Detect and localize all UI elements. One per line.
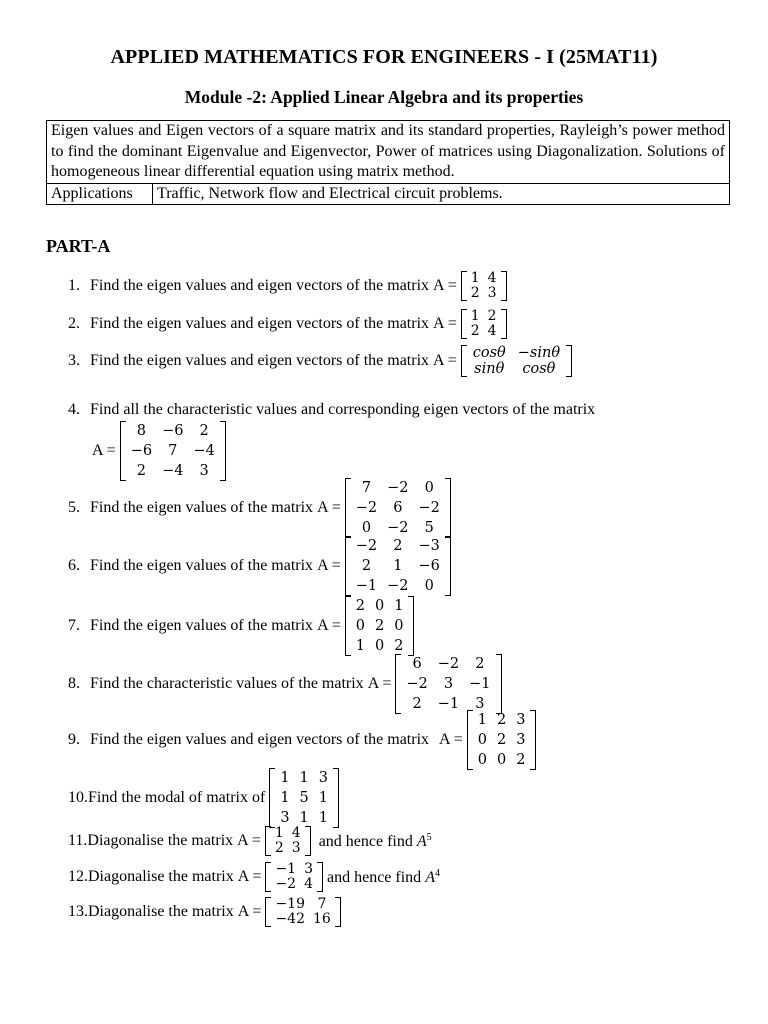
matrix-cell: 0 <box>375 598 385 614</box>
matrix-cell: 3 <box>516 712 526 728</box>
matrix-cell: 3 <box>304 861 313 877</box>
matrix-cell: 3 <box>280 810 290 826</box>
matrix-cell: 2 <box>393 538 403 554</box>
matrix-cell: cosθ <box>522 361 556 377</box>
matrix <box>269 768 339 828</box>
matrix <box>265 862 323 892</box>
matrix-cell: 16 <box>312 911 331 927</box>
tail-text: and hence find <box>327 868 422 886</box>
matrix-cell: 6 <box>393 500 403 516</box>
matrix-cell: 1 <box>477 712 487 728</box>
question-text: Find the eigen values of the matrix <box>90 557 314 574</box>
matrix <box>395 654 501 714</box>
question-10 <box>68 768 339 828</box>
matrix-cell: 4 <box>304 876 313 892</box>
matrix-cell: 3 <box>487 285 497 301</box>
matrix-cell: 2 <box>470 285 480 301</box>
question-tail <box>319 832 432 851</box>
matrix-cell: 1 <box>280 790 290 806</box>
question-number: 12. <box>68 868 88 885</box>
matrix-cell: −4 <box>193 443 215 459</box>
matrix-cell: 2 <box>355 598 365 614</box>
question-text: Diagonalise the matrix <box>88 868 234 885</box>
matrix-cell: 0 <box>355 618 365 634</box>
matrix-cell: −6 <box>130 443 153 459</box>
matrix-cell: 2 <box>496 732 507 748</box>
question-text: Find the eigen values of the matrix <box>90 499 314 516</box>
matrix-cell: 2 <box>475 656 485 672</box>
matrix <box>467 710 537 770</box>
matrix <box>461 309 507 339</box>
matrix-cell: −1 <box>437 696 460 712</box>
matrix-cell: 4 <box>487 270 497 286</box>
matrix <box>345 478 451 538</box>
part-a-heading: PART-A <box>46 236 111 256</box>
syllabus-content-row <box>47 121 730 184</box>
syllabus-table <box>46 120 730 205</box>
question-2 <box>68 309 507 339</box>
matrix-cell: 0 <box>424 578 434 594</box>
matrix-cell: −2 <box>355 500 378 516</box>
matrix-label: A = <box>433 315 457 332</box>
matrix-cell: 0 <box>496 752 507 768</box>
matrix-cell: 3 <box>199 463 209 479</box>
question-text: Find the eigen values and eigen vectors of the matrix <box>90 277 430 294</box>
question-number: 13. <box>68 903 88 920</box>
matrix-cell: cosθ <box>472 345 506 361</box>
matrix-cell: 0 <box>375 638 385 654</box>
matrix <box>461 271 507 301</box>
matrix-cell: −2 <box>275 876 297 892</box>
question-1 <box>68 271 507 301</box>
matrix-label: A = <box>439 731 463 748</box>
matrix-cell: 1 <box>470 308 480 324</box>
matrix-cell: 6 <box>412 656 422 672</box>
question-12 <box>68 862 440 892</box>
document-title: APPLIED MATHEMATICS FOR ENGINEERS - I (25MAT11) <box>110 46 658 68</box>
matrix-cell: 1 <box>280 770 290 786</box>
matrix-label: A = <box>317 617 341 634</box>
matrix <box>265 897 340 927</box>
question-text: Diagonalise the matrix <box>88 903 234 920</box>
question-9 <box>68 710 536 770</box>
question-8 <box>68 654 502 714</box>
matrix-cell: 7 <box>361 480 372 496</box>
question-number: 5. <box>68 499 80 516</box>
matrix-cell: −3 <box>418 538 440 554</box>
applications-text: Traffic, Network flow and Electrical circuit problems. <box>153 183 730 205</box>
question-text: Find the eigen values and eigen vectors of the matrix <box>90 315 430 332</box>
question-text: Find the eigen values of the matrix <box>90 617 314 634</box>
matrix-cell: 1 <box>394 598 404 614</box>
question-text: Diagonalise the matrix <box>87 832 234 849</box>
matrix-label: A = <box>367 675 392 692</box>
power-exponent: 4 <box>434 867 440 879</box>
matrix-cell: 2 <box>361 558 372 574</box>
question-4-matrix <box>92 421 226 481</box>
matrix-cell: −2 <box>387 578 409 594</box>
matrix-label: A = <box>317 557 341 574</box>
matrix-cell: 2 <box>136 463 146 479</box>
matrix-cell: −2 <box>418 500 440 516</box>
matrix-label: A = <box>433 352 457 369</box>
power-base: A <box>425 868 435 886</box>
matrix-cell: 1 <box>470 270 480 286</box>
matrix-cell: 8 <box>136 423 146 439</box>
matrix-cell: 2 <box>274 840 284 856</box>
matrix-cell: −2 <box>387 480 409 496</box>
question-number: 8. <box>68 675 80 692</box>
matrix-cell: 3 <box>291 840 301 856</box>
matrix-cell: 1 <box>299 770 309 786</box>
matrix-cell: 0 <box>394 618 404 634</box>
question-7 <box>68 596 414 656</box>
question-number: 4. <box>68 401 80 418</box>
question-text: Find the characteristic values of the matrix <box>90 675 364 692</box>
question-number: 3. <box>68 352 80 369</box>
matrix-cell: 0 <box>477 732 487 748</box>
matrix-cell: 3 <box>475 696 485 712</box>
matrix-cell: 4 <box>291 825 301 841</box>
matrix <box>345 596 415 656</box>
question-text: Find the eigen values and eigen vectors of the matrix <box>90 352 430 369</box>
matrix <box>345 536 451 596</box>
matrix-cell: 0 <box>361 520 372 536</box>
matrix <box>265 826 311 856</box>
matrix-cell: 1 <box>355 638 365 654</box>
module-title: Module -2: Applied Linear Algebra and its properties <box>184 87 584 107</box>
tail-text: and hence find <box>318 832 413 850</box>
matrix-cell: 0 <box>477 752 487 768</box>
matrix-cell: 2 <box>496 712 507 728</box>
matrix-cell: 2 <box>516 752 526 768</box>
matrix-cell: −42 <box>275 911 305 927</box>
question-5 <box>68 478 451 538</box>
matrix-cell: 2 <box>199 423 209 439</box>
matrix-cell: 3 <box>516 732 526 748</box>
matrix-cell: 4 <box>487 323 497 339</box>
matrix-cell: −1 <box>275 861 297 877</box>
matrix-cell: −2 <box>437 656 460 672</box>
matrix-cell: −2 <box>406 676 428 692</box>
matrix-cell: 2 <box>375 618 385 634</box>
matrix-cell: 1 <box>318 790 329 806</box>
matrix-cell: −19 <box>275 896 305 912</box>
matrix-cell: 1 <box>299 810 309 826</box>
matrix-cell: 0 <box>424 480 434 496</box>
question-number: 7. <box>68 617 80 634</box>
matrix-label: A = <box>237 868 262 885</box>
matrix-cell: 2 <box>394 638 404 654</box>
matrix-label: A = <box>237 903 262 920</box>
matrix-cell: 1 <box>393 558 403 574</box>
matrix-cell: 5 <box>299 790 309 806</box>
question-4 <box>68 401 595 419</box>
applications-label: Applications <box>47 183 153 205</box>
matrix-cell: 3 <box>443 676 454 692</box>
question-number: 10. <box>68 789 88 806</box>
matrix-cell: 7 <box>168 443 178 459</box>
matrix-cell: −2 <box>387 520 409 536</box>
applications-row <box>47 183 730 205</box>
question-6 <box>68 536 451 596</box>
question-text: Find the modal of matrix of <box>88 789 266 806</box>
matrix-label: A = <box>433 277 457 294</box>
question-3 <box>68 345 572 377</box>
question-number: 11. <box>68 832 88 849</box>
power-base: A <box>416 832 427 850</box>
matrix-cell: −1 <box>355 578 378 594</box>
question-number: 9. <box>68 731 80 748</box>
matrix-cell: 5 <box>424 520 434 536</box>
matrix-cell: −sinθ <box>517 345 561 361</box>
question-tail <box>327 868 440 887</box>
matrix-cell: 3 <box>318 770 329 786</box>
matrix-cell: 1 <box>274 825 284 841</box>
matrix-label: A = <box>237 832 261 849</box>
matrix-cell: −2 <box>355 538 378 554</box>
question-number: 1. <box>68 277 80 294</box>
question-13 <box>68 897 341 927</box>
question-text: Find the eigen values and eigen vectors of the matrix <box>90 731 430 748</box>
matrix-cell: −6 <box>418 558 440 574</box>
question-text: Find all the characteristic values and corresponding eigen vectors of the matrix <box>90 401 596 418</box>
syllabus-content: Eigen values and Eigen vectors of a square matrix and its standard properties, Rayleigh’s power method to find the dominant Eigenvalue and Eigenvector, Power of matrices using Diagonalization. Solutions of homogeneous linear differential equation using matrix method. <box>47 121 730 184</box>
matrix-label: A = <box>92 442 116 459</box>
matrix-cell: −1 <box>469 676 491 692</box>
question-number: 2. <box>68 315 80 332</box>
matrix-cell: 7 <box>317 896 327 912</box>
question-11 <box>68 826 432 856</box>
matrix-cell: 2 <box>412 696 422 712</box>
question-number: 6. <box>68 557 80 574</box>
matrix-cell: −4 <box>162 463 184 479</box>
matrix-label: A = <box>317 499 341 516</box>
matrix <box>120 421 226 481</box>
matrix-cell: −6 <box>162 423 184 439</box>
matrix-cell: sinθ <box>474 361 505 377</box>
matrix-cell: 1 <box>318 810 329 826</box>
power-exponent: 5 <box>426 831 432 843</box>
matrix <box>461 345 572 377</box>
matrix-cell: 2 <box>470 323 480 339</box>
matrix-cell: 2 <box>487 308 497 324</box>
